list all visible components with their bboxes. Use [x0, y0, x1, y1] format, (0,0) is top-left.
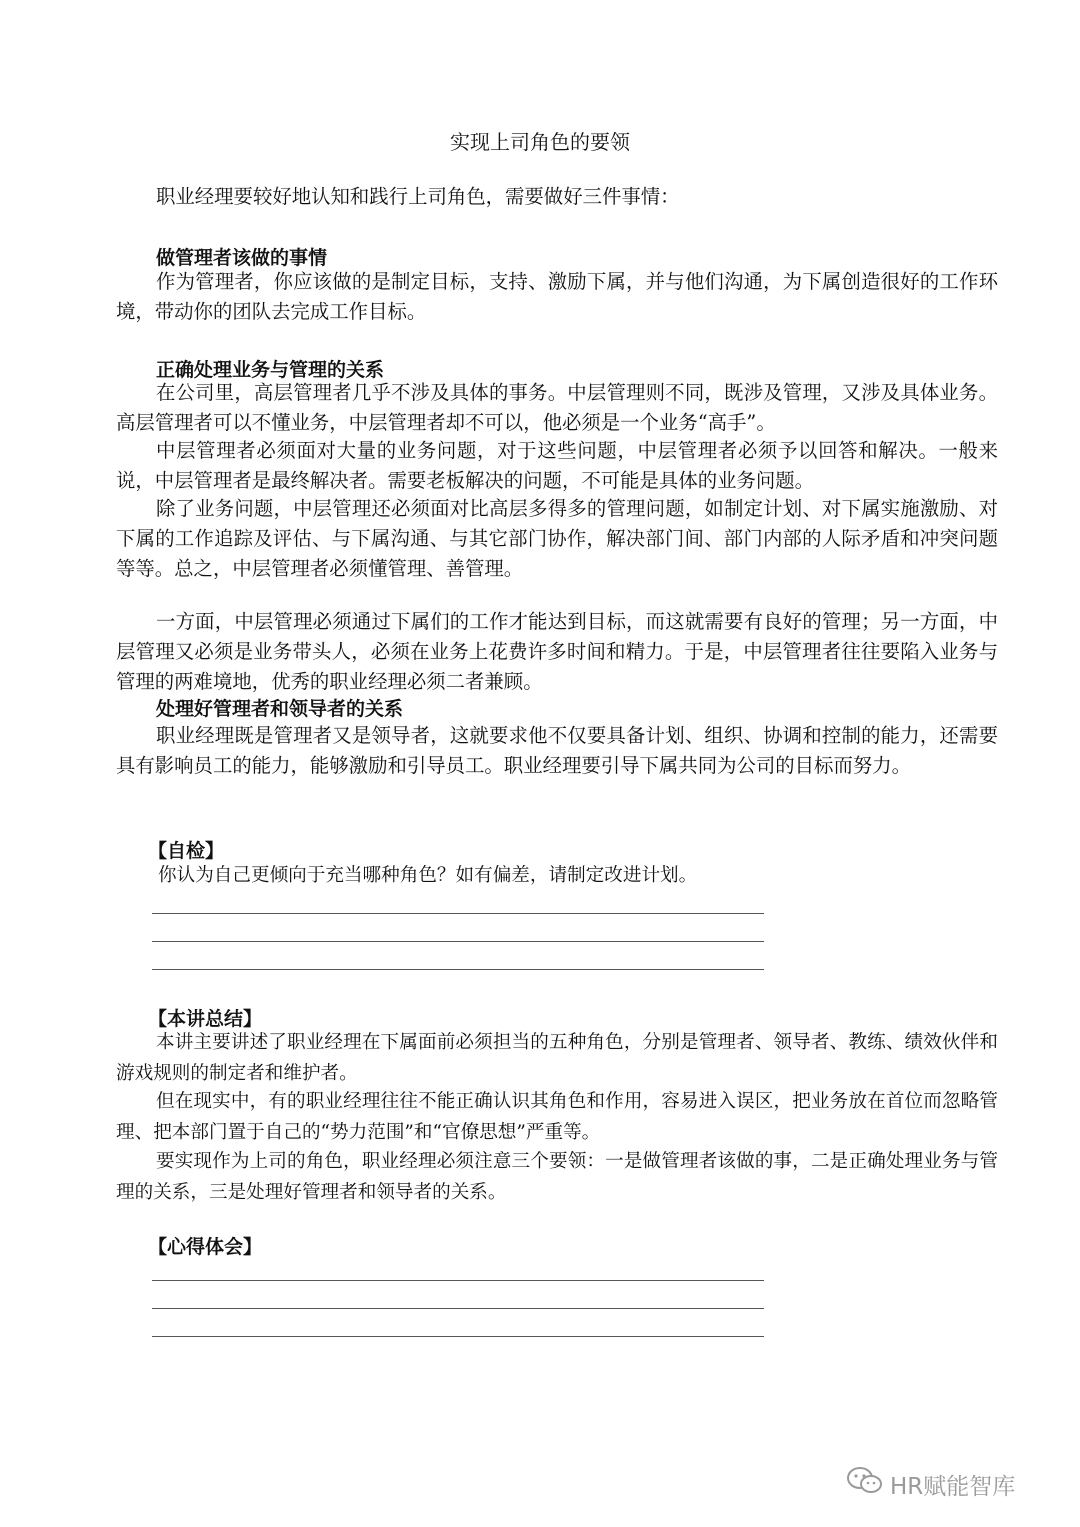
self-check-question: 你认为自己更倾向于充当哪种角色？如有偏差，请制定改进计划。 — [158, 865, 698, 886]
section2-paragraph-4: 一方面，中层管理必须通过下属们的工作才能达到目标，而这就需要有良好的管理；另一方面，中层管理又必须是业务带头人，必须在业务上花费许多时间和精力。于是，中层管理者往往要陷入业务与管理的两难境地，优秀的职业经理必须二者兼顾。 — [116, 610, 998, 693]
intro-paragraph: 职业经理要较好地认知和践行上司角色，需要做好三件事情： — [156, 185, 680, 208]
answer-line — [152, 913, 764, 914]
reflection-line — [152, 1308, 764, 1309]
reflection-line — [152, 1280, 764, 1281]
section3-paragraph: 职业经理既是管理者又是领导者，这就要求他不仅要具备计划、组织、协调和控制的能力，还需要具有影响员工的能力，能够激励和引导员工。职业经理要引导下属共同为公司的目标而努力。 — [116, 724, 998, 777]
answer-line — [152, 941, 764, 942]
section2-paragraph-1: 在公司里，高层管理者几乎不涉及具体的事务。中层管理则不同，既涉及管理，又涉及具体业务。高层管理者可以不懂业务，中层管理者却不可以，他必须是一个业务“高手”。 — [116, 381, 998, 434]
section1-paragraph: 作为管理者，你应该做的是制定目标，支持、激励下属，并与他们沟通，为下属创造很好的工作环境，带动你的团队去完成工作目标。 — [116, 270, 998, 323]
watermark — [846, 1466, 1015, 1502]
wechat-icon — [846, 1466, 884, 1502]
section2-paragraph-3: 除了业务问题，中层管理还必须面对比高层多得多的管理问题，如制定计划、对下属实施激励、对下属的工作追踪及评估、与下属沟通、与其它部门协作，解决部门间、部门内部的人际矛盾和冲突问题等等。总之，中层管理者必须懂管理、善管理。 — [116, 497, 998, 580]
self-check-label: 【自检】 — [148, 840, 225, 862]
section2-heading: 正确处理业务与管理的关系 — [156, 359, 385, 381]
reflection-line — [152, 1336, 764, 1337]
summary-paragraph-1: 本讲主要讲述了职业经理在下属面前必须担当的五种角色，分别是管理者、领导者、教练、绩效伙伴和游戏规则的制定者和维护者。 — [116, 1032, 998, 1084]
section3-heading: 处理好管理者和领导者的关系 — [156, 698, 404, 720]
watermark-text: HR赋能智库 — [890, 1473, 1016, 1500]
reflection-label: 【心得体会】 — [148, 1236, 263, 1258]
summary-label: 【本讲总结】 — [148, 1008, 263, 1030]
section1-heading: 做管理者该做的事情 — [156, 247, 328, 269]
section2-paragraph-2: 中层管理者必须面对大量的业务问题，对于这些问题，中层管理者必须予以回答和解决。一般来说，中层管理者是最终解决者。需要老板解决的问题，不可能是具体的业务问题。 — [116, 439, 998, 492]
answer-line — [152, 969, 764, 970]
page-title: 实现上司角色的要领 — [450, 130, 630, 154]
summary-paragraph-3: 要实现作为上司的角色，职业经理必须注意三个要领：一是做管理者该做的事，二是正确处理业务与管理的关系，三是处理好管理者和领导者的关系。 — [116, 1151, 998, 1203]
summary-paragraph-2: 但在现实中，有的职业经理往往不能正确认识其角色和作用，容易进入误区，把业务放在首位而忽略管理、把本部门置于自己的“势力范围”和“官僚思想”严重等。 — [116, 1091, 998, 1143]
